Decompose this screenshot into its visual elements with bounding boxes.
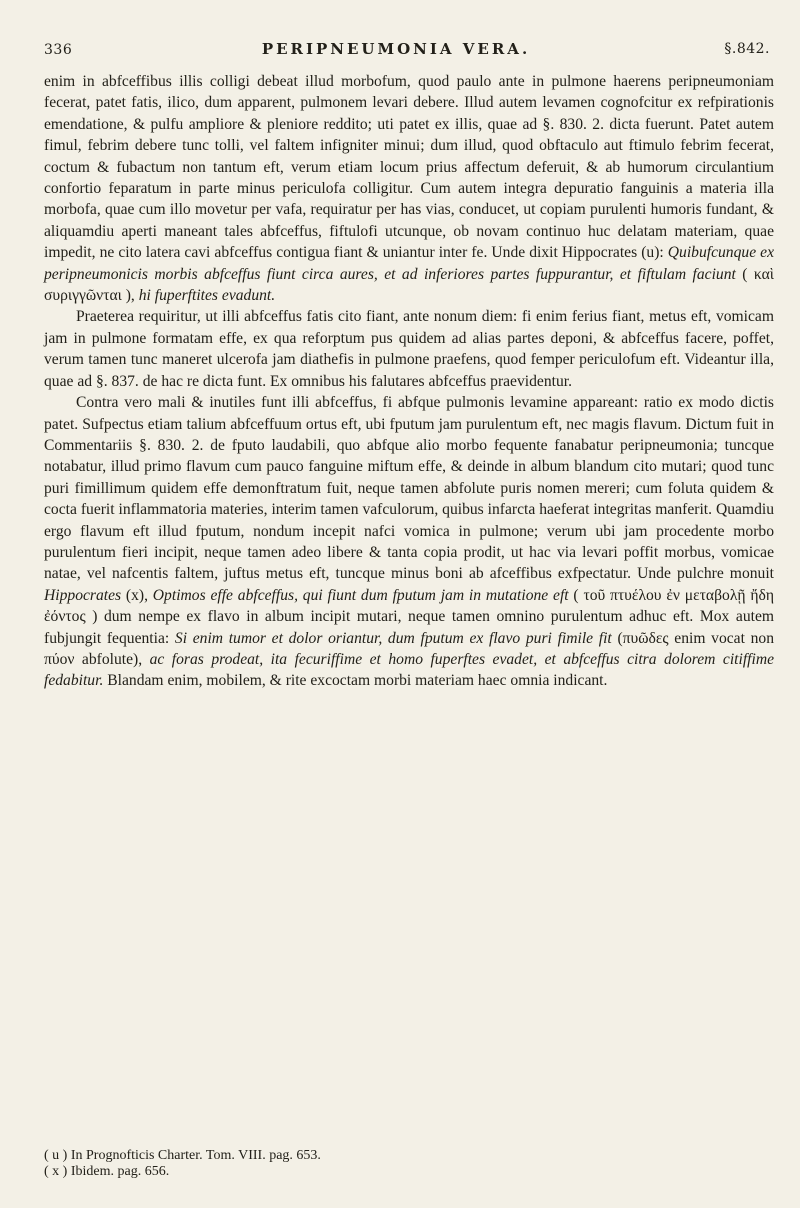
footnote — [44, 1148, 774, 1164]
text-run: Contra vero mali & inutiles funt illi abfceffus, fi abfque pulmonis levamine appareant: ratio ex modo dictis patet. Sufpectus etiam talium abfceffuum ortus eft, ubi fputum jam purulentum eft, nec magis flavum. Dictum fuit in Commentariis §. 830. 2. de fputo laudabili, quo abfque alio morbo fequente fanabatur peripneumonia; tuncque notabatur, illud primo flavum cum pauco fanguine miftum effe, & deinde in album blandum cito mutari; quod tunc puri fimillimum quidem effe demonftratum fuit, neque tamen abfolute puris nomen mereri; cum foluta quidem & cocta fuerit inflammatoria materies, interim tamen vafculorum, quibus infarcta haeferat integritas manferit. Quamdiu ergo flavum eft illud fputum, nondum incepit nafci vomica in pulmone; verum ubi jam procedente morbo purulentum fieri incipit, neque tamen adeo libere & tanta copia prodit, ut hac via levari poffit morbus, vomicae natae, vel nafcentis faltem, juftus metus eft, tuncque minus boni ab afceffibus exfpectatur. Unde pulchre monuit — [44, 394, 774, 583]
footnotes — [44, 1148, 774, 1180]
running-header — [44, 38, 774, 69]
text-run: (πυῶδες enim vocat non πύον abfolute), — [44, 629, 774, 668]
footnote-mark: ( x ) — [44, 1164, 68, 1179]
text-run: Blandam enim, mobilem, & rite excoctam morbi materiam haec omnia indicant. — [103, 672, 608, 690]
italic-quote: Quibufcunque ex peripneumonicis morbis abfceffus fiunt circa aures, et ad inferiores partes fuppurantur, et fiftulam faciunt — [44, 244, 774, 283]
text-run: ( τοῦ πτυέλου ἐν μεταβολῇ ἤδη ἐόντος ) dum nempe ex flavo in album incipit mutari, neque tamen omnino purulentum adhuc eft. Mox autem fubjungit fequentia: — [44, 586, 774, 647]
section-number: §.842. — [724, 41, 770, 57]
text-run: (x), — [121, 586, 153, 604]
page-number: 336 — [44, 42, 73, 58]
footnote-text: In Prognofticis Charter. Tom. VIII. pag. 653. — [67, 1148, 321, 1163]
running-title: PERIPNEUMONIA VERA. — [261, 40, 531, 58]
paragraph-p1 — [44, 71, 774, 306]
footnote-mark: ( u ) — [44, 1148, 68, 1163]
italic-quote: hi fuperftites evadunt. — [138, 287, 276, 305]
text-run: ( καὶ συριγγῶνται ), — [44, 265, 775, 305]
footnote-text: Ibidem. pag. 656. — [67, 1164, 170, 1179]
text-run: enim in abfceffibus illis colligi debeat illud morbofum, quod paulo ante in pulmone haerens peripneumoniam fecerat, patet fatis, ilico, dum apparent, pulmonem levari debere. Illud autem levamen cognofcitur ex refpirationis emendatione, & pulfu ampliore & pleniore reddito; uti patet ex illis, quae ad §. 830. 2. dicta fuerunt. Patet autem fimul, febrim debere tunc tolli, vel faltem infigniter minui; dum illud, quod obftaculo aut ftimulo febrim fecerat, coctum & fubactum non tantum eft, verum etiam locum prius affectum deferuit, & ab humorum circulantium confortio feparatum in parte minus periculofa colligitur. Cum autem integra depuratio fanguinis a materia illa morbofa, quae cum illo movetur per vafa, requiratur per has vias, conducet, ut copiam purulenti humoris fundant, & aliquamdiu aperti maneant tales abfceffus, fiftulofi utcunque, ob novam continuo huc delatam materiam, quae impedit, ne cito latera cavi abfceffus contigua fiant & uniantur inter fe. Unde dixit Hippocrates (u): — [44, 73, 774, 262]
italic-quote: Optimos effe abfceffus, qui fiunt dum fputum jam in mutatione eft — [152, 586, 569, 604]
body-text — [44, 71, 774, 692]
italic-quote: Hippocrates — [44, 586, 122, 604]
paragraph-p3 — [44, 392, 774, 692]
footnote — [44, 1164, 774, 1180]
paragraph-p2 — [44, 306, 774, 392]
text-run: Praeterea requiritur, ut illi abfceffus fatis cito fiant, ante nonum diem: fi enim ferius fiant, metus eft, vomicam jam in pulmone formatam effe, ex qua reforptum pus quidem ad alias partes deponi, & abfceffus facere, poffet, verum tamen tunc maneret ulcerofa jam diathefis in pulmone praefens, quod femper periculofum eft. Videantur illa, quae ad §. 837. de hac re dicta funt. Ex omnibus his falutares abfceffus praevidentur. — [44, 308, 774, 390]
italic-quote: ac foras prodeat, ita fecuriffime et homo fuperftes evadet, et abfceffus citra dolorem citiffime fedabitur. — [44, 650, 775, 690]
italic-quote: Si enim tumor et dolor oriantur, dum fputum ex flavo puri fimile fit — [174, 629, 612, 647]
